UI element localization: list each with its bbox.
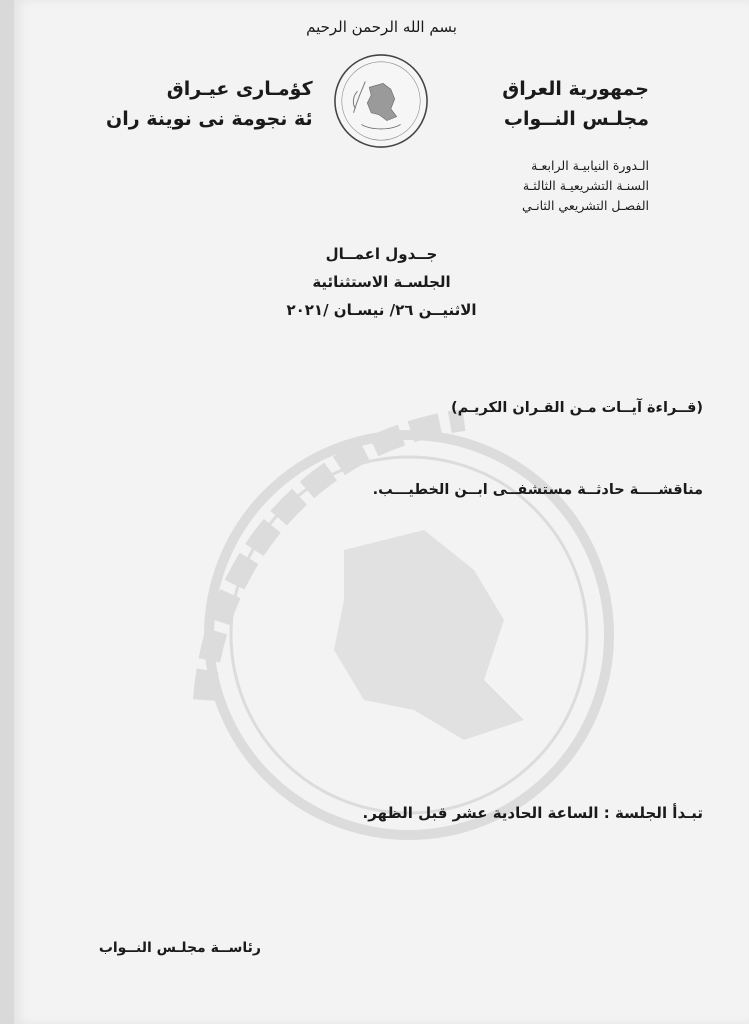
session-year: السنـة التشريعيـة الثالثـة	[522, 178, 649, 193]
agenda-item-quran: (قــراءة آيــات مـن القـران الكريـم)	[451, 400, 703, 416]
session-info	[522, 156, 649, 216]
session-chapter: الفصـل التشريعي الثانـي	[522, 198, 649, 213]
session-start-time: تبـدأ الجلسة : الساعة الحادية عشر قبل الظهر.	[362, 804, 703, 822]
document-page	[14, 0, 749, 1024]
header-kurdish	[106, 74, 313, 134]
basmala: بسم الله الرحمن الرحيم	[306, 18, 457, 36]
watermark-stamp	[144, 380, 664, 840]
parliament-emblem-logo	[332, 52, 430, 150]
header-arabic	[502, 74, 649, 134]
header-kurdish-country: كؤمـارى عيـراق	[166, 78, 313, 100]
header-arabic-council: مجلـس النــواب	[503, 108, 649, 130]
agenda-heading	[14, 240, 749, 324]
agenda-item-hospital: مناقشــــة حادثــة مستشفــى ابــن الخطيـــب.	[372, 482, 703, 498]
session-term: الـدورة النيابيـة الرابعـة	[531, 158, 649, 173]
signature-footer: رئاســة مجلـس النــواب	[98, 940, 261, 956]
header-kurdish-council: ئة نجومة نى نوينة ران	[106, 108, 313, 130]
agenda-session-type: الجلسـة الاستثنائية	[312, 273, 451, 291]
agenda-title: جــدول اعمــال	[325, 245, 438, 263]
header-arabic-country: جمهورية العراق	[502, 78, 649, 100]
agenda-date: الاثنيــن ٢٦/ نيسـان /٢٠٢١	[286, 301, 477, 319]
